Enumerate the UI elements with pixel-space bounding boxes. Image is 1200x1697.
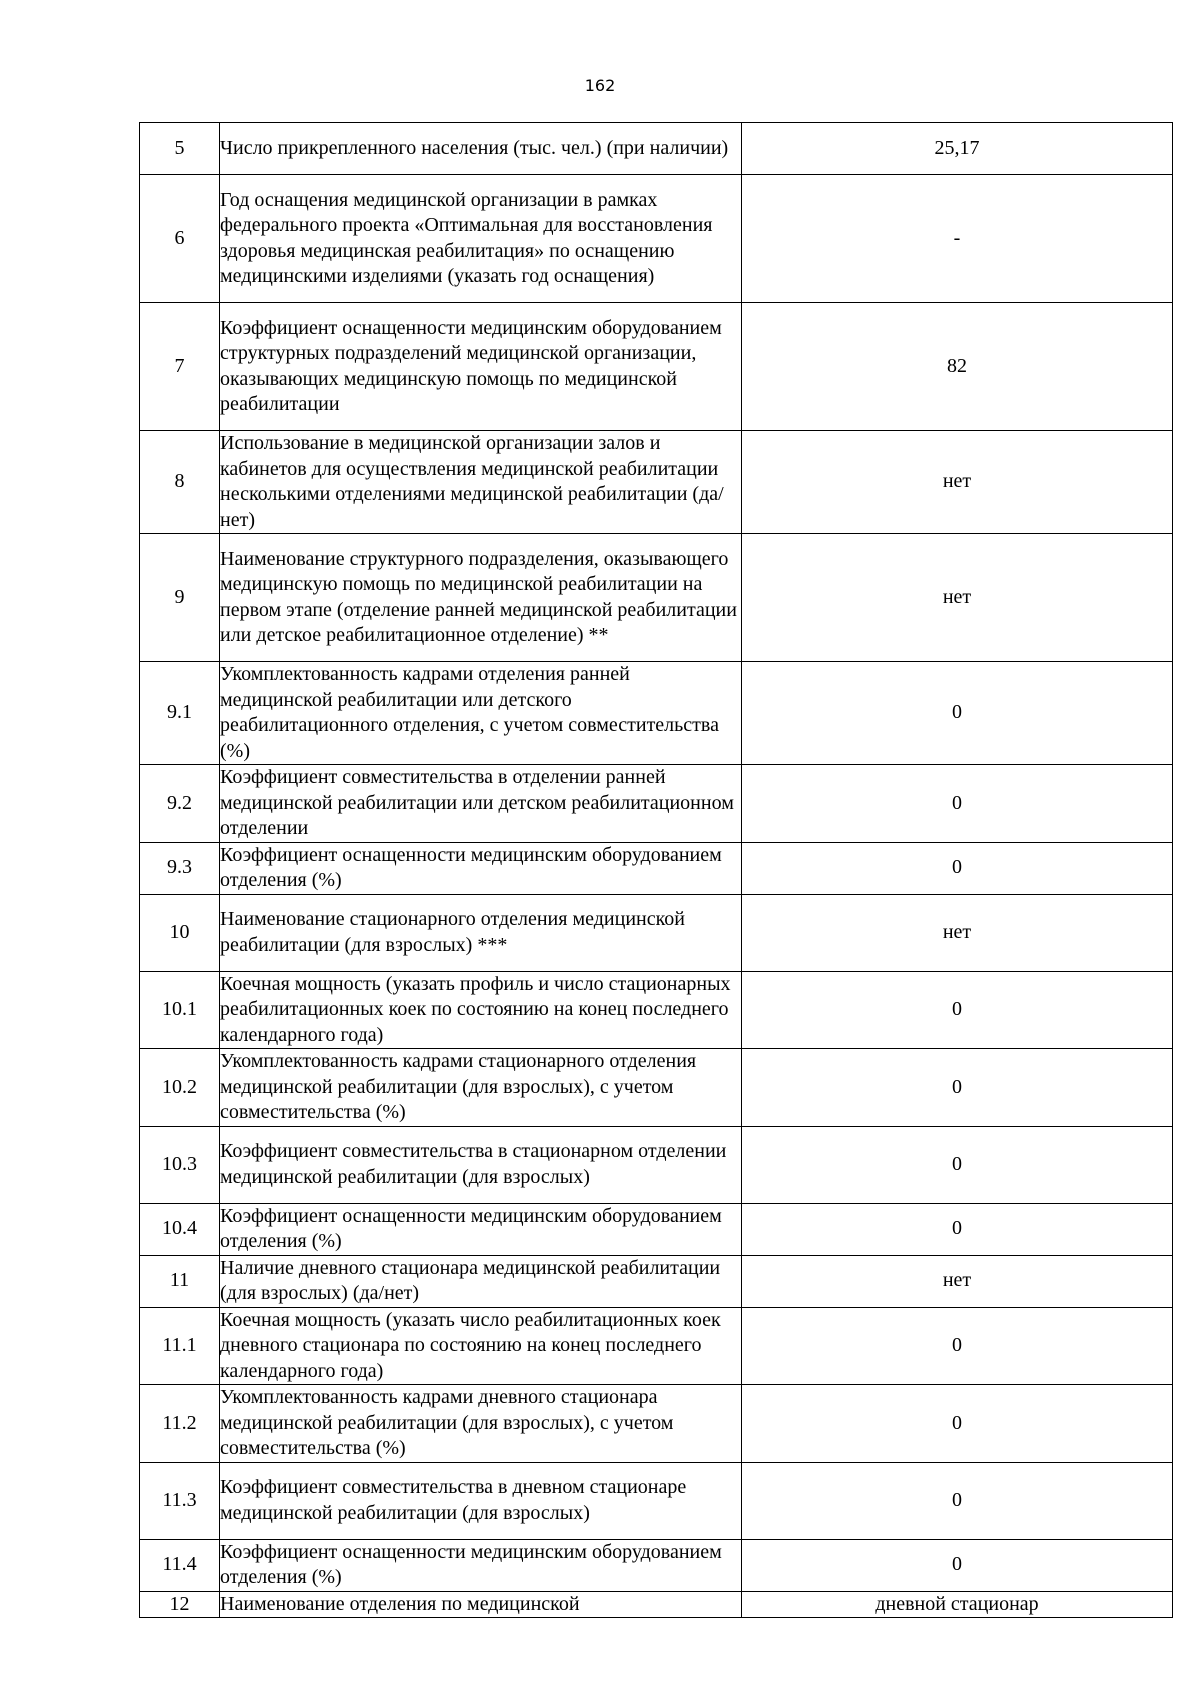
row-label: Укомплектованность кадрами стационарного отделения медицинской реабилитации (для взрослых), с учетом совместительства (%) bbox=[220, 1049, 742, 1127]
table-row bbox=[140, 1203, 1173, 1255]
table-row bbox=[140, 894, 1173, 971]
row-value: 0 bbox=[742, 1307, 1173, 1385]
row-number: 9.1 bbox=[140, 662, 220, 765]
row-number: 11.4 bbox=[140, 1539, 220, 1591]
row-number: 12 bbox=[140, 1591, 220, 1618]
row-label: Коечная мощность (указать профиль и число стационарных реабилитационных коек по состоянию на конец последнего календарного года) bbox=[220, 971, 742, 1049]
row-value: 0 bbox=[742, 662, 1173, 765]
row-label: Коэффициент оснащенности медицинским оборудованием отделения (%) bbox=[220, 1539, 742, 1591]
table-row bbox=[140, 1049, 1173, 1127]
row-number: 10.3 bbox=[140, 1126, 220, 1203]
row-label: Год оснащения медицинской организации в рамках федерального проекта «Оптимальная для восстановления здоровья медицинская реабилитация» по оснащению медицинскими изделиями (указать год оснащения) bbox=[220, 175, 742, 303]
row-label: Наличие дневного стационара медицинской реабилитации (для взрослых) (да/нет) bbox=[220, 1255, 742, 1307]
row-label: Наименование стационарного отделения медицинской реабилитации (для взрослых) *** bbox=[220, 894, 742, 971]
row-value: 0 bbox=[742, 1126, 1173, 1203]
row-value: - bbox=[742, 175, 1173, 303]
row-value: 0 bbox=[742, 1385, 1173, 1463]
row-value: 0 bbox=[742, 765, 1173, 843]
row-value: 25,17 bbox=[742, 123, 1173, 175]
row-value: нет bbox=[742, 894, 1173, 971]
row-number: 11 bbox=[140, 1255, 220, 1307]
row-label: Коэффициент совместительства в дневном стационаре медицинской реабилитации (для взрослых) bbox=[220, 1462, 742, 1539]
row-number: 11.1 bbox=[140, 1307, 220, 1385]
table-row bbox=[140, 1126, 1173, 1203]
row-number: 9.3 bbox=[140, 842, 220, 894]
row-number: 11.3 bbox=[140, 1462, 220, 1539]
table-row bbox=[140, 534, 1173, 662]
table-row bbox=[140, 1539, 1173, 1591]
row-value: 0 bbox=[742, 1049, 1173, 1127]
row-label: Наименование отделения по медицинской bbox=[220, 1591, 742, 1618]
table-row bbox=[140, 971, 1173, 1049]
row-value: 82 bbox=[742, 303, 1173, 431]
table-row bbox=[140, 1462, 1173, 1539]
table-row bbox=[140, 842, 1173, 894]
table-row bbox=[140, 662, 1173, 765]
row-number: 9.2 bbox=[140, 765, 220, 843]
table-row bbox=[140, 123, 1173, 175]
table-row bbox=[140, 303, 1173, 431]
row-number: 10 bbox=[140, 894, 220, 971]
table-row bbox=[140, 1255, 1173, 1307]
row-label: Коэффициент совместительства в отделении ранней медицинской реабилитации или детском реабилитационном отделении bbox=[220, 765, 742, 843]
row-number: 5 bbox=[140, 123, 220, 175]
row-value: 0 bbox=[742, 1203, 1173, 1255]
row-value: 0 bbox=[742, 1539, 1173, 1591]
row-number: 10.2 bbox=[140, 1049, 220, 1127]
row-label: Укомплектованность кадрами отделения ранней медицинской реабилитации или детского реабилитационного отделения, с учетом совместительства (%) bbox=[220, 662, 742, 765]
row-value: 0 bbox=[742, 971, 1173, 1049]
table-row bbox=[140, 1385, 1173, 1463]
table-row bbox=[140, 1307, 1173, 1385]
row-value: 0 bbox=[742, 1462, 1173, 1539]
row-label: Коэффициент оснащенности медицинским оборудованием отделения (%) bbox=[220, 1203, 742, 1255]
row-label: Использование в медицинской организации залов и кабинетов для осуществления медицинской реабилитации несколькими отделениями медицинской реабилитации (да/нет) bbox=[220, 431, 742, 534]
row-value: нет bbox=[742, 534, 1173, 662]
row-number: 6 bbox=[140, 175, 220, 303]
row-value: нет bbox=[742, 431, 1173, 534]
row-number: 10.4 bbox=[140, 1203, 220, 1255]
table-row bbox=[140, 175, 1173, 303]
table-row bbox=[140, 765, 1173, 843]
row-label: Коэффициент совместительства в стационарном отделении медицинской реабилитации (для взрослых) bbox=[220, 1126, 742, 1203]
row-label: Число прикрепленного населения (тыс. чел.) (при наличии) bbox=[220, 123, 742, 175]
table-row bbox=[140, 431, 1173, 534]
table-row bbox=[140, 1591, 1173, 1618]
row-value: дневной стационар bbox=[742, 1591, 1173, 1618]
row-label: Коечная мощность (указать число реабилитационных коек дневного стационара по состоянию на конец последнего календарного года) bbox=[220, 1307, 742, 1385]
row-label: Укомплектованность кадрами дневного стационара медицинской реабилитации (для взрослых), с учетом совместительства (%) bbox=[220, 1385, 742, 1463]
row-number: 10.1 bbox=[140, 971, 220, 1049]
row-label: Коэффициент оснащенности медицинским оборудованием отделения (%) bbox=[220, 842, 742, 894]
row-label: Коэффициент оснащенности медицинским оборудованием структурных подразделений медицинской организации, оказывающих медицинскую помощь по медицинской реабилитации bbox=[220, 303, 742, 431]
row-number: 8 bbox=[140, 431, 220, 534]
row-number: 11.2 bbox=[140, 1385, 220, 1463]
table-body bbox=[140, 123, 1173, 1618]
row-number: 7 bbox=[140, 303, 220, 431]
data-table bbox=[139, 122, 1173, 1618]
row-value: 0 bbox=[742, 842, 1173, 894]
row-label: Наименование структурного подразделения, оказывающего медицинскую помощь по медицинской реабилитации на первом этапе (отделение ранней медицинской реабилитации или детское реабилитационное отделение) ** bbox=[220, 534, 742, 662]
page-number: 162 bbox=[584, 76, 616, 95]
row-value: нет bbox=[742, 1255, 1173, 1307]
row-number: 9 bbox=[140, 534, 220, 662]
